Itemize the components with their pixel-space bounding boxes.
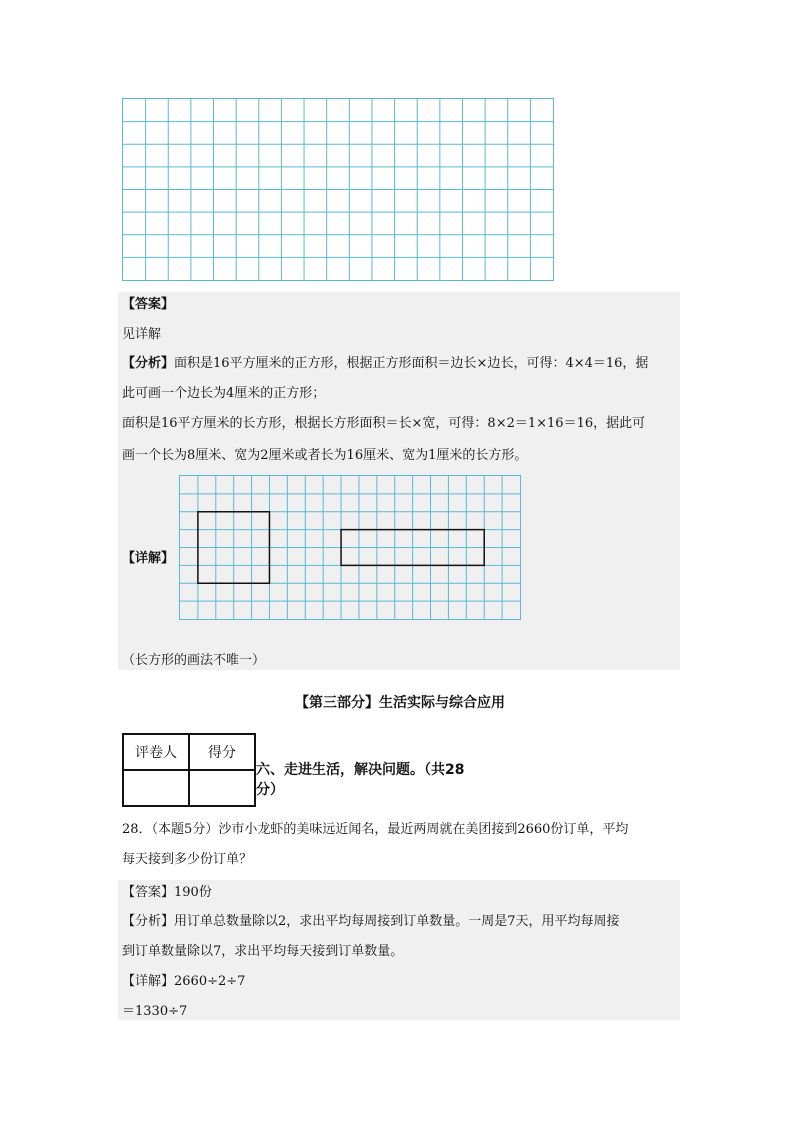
detail-answer-grid	[179, 475, 521, 620]
analysis-line-1	[122, 354, 648, 374]
answer-28: 【答案】190份	[122, 885, 212, 900]
analysis-28-line-1	[122, 912, 620, 932]
part-heading	[256, 760, 464, 800]
detail-grid-lines	[180, 476, 520, 619]
top-answer-grid	[122, 98, 554, 281]
grader-cell	[123, 770, 189, 806]
score-table	[122, 733, 256, 807]
top-grid-lines	[123, 99, 553, 280]
analysis-line-4: 画一个长为8厘米、宽为2厘米或者长为16厘米、宽为1厘米的长方形。	[122, 448, 528, 463]
grader-header: 评卷人	[123, 734, 189, 770]
detail-28-label: 【详解】	[122, 974, 175, 989]
detail-28-line-1	[122, 972, 245, 992]
part-heading-line-1: 六、走进生活，解决问题。（共28	[256, 762, 465, 778]
section-title: 【第三部分】生活实际与综合应用	[295, 695, 505, 711]
score-cell	[189, 770, 255, 806]
score-header: 得分	[189, 734, 255, 770]
analysis-text-1: 面积是16平方厘米的正方形，根据正方形面积＝边长×边长，可得：4×4＝16，据	[174, 356, 649, 371]
answer-label: 【答案】	[122, 297, 175, 312]
detail-28-expr-1: 2660÷2÷7	[174, 974, 246, 989]
analysis-line-2: 此可画一个边长为4厘米的正方形；	[122, 386, 326, 401]
part-heading-line-2: 分）	[256, 782, 284, 798]
detail-label: 【详解】	[122, 551, 175, 566]
analysis-28-label: 【分析】	[122, 914, 175, 929]
question-28-line-2: 每天接到多少份订单？	[122, 852, 253, 867]
drawing-note: （长方形的画法不唯一）	[122, 653, 266, 668]
analysis-28-line-2: 到订单数量除以7，求出平均每天接到订单数量。	[122, 944, 404, 959]
analysis-label: 【分析】	[122, 356, 175, 371]
analysis-28-text-1: 用订单总数量除以2，求出平均每周接到订单数量。一周是7天，用平均每周接	[174, 914, 620, 929]
detail-28-line-2: ＝1330÷7	[122, 1004, 188, 1019]
analysis-line-3: 面积是16平方厘米的长方形，根据长方形面积＝长×宽，可得：8×2＝1×16＝16，据此可	[122, 416, 646, 431]
answer-value: 见详解	[122, 327, 162, 342]
question-28-line-1: 28．（本题5分）沙市小龙虾的美味远近闻名，最近两周就在美团接到2660份订单，平均	[122, 822, 629, 837]
